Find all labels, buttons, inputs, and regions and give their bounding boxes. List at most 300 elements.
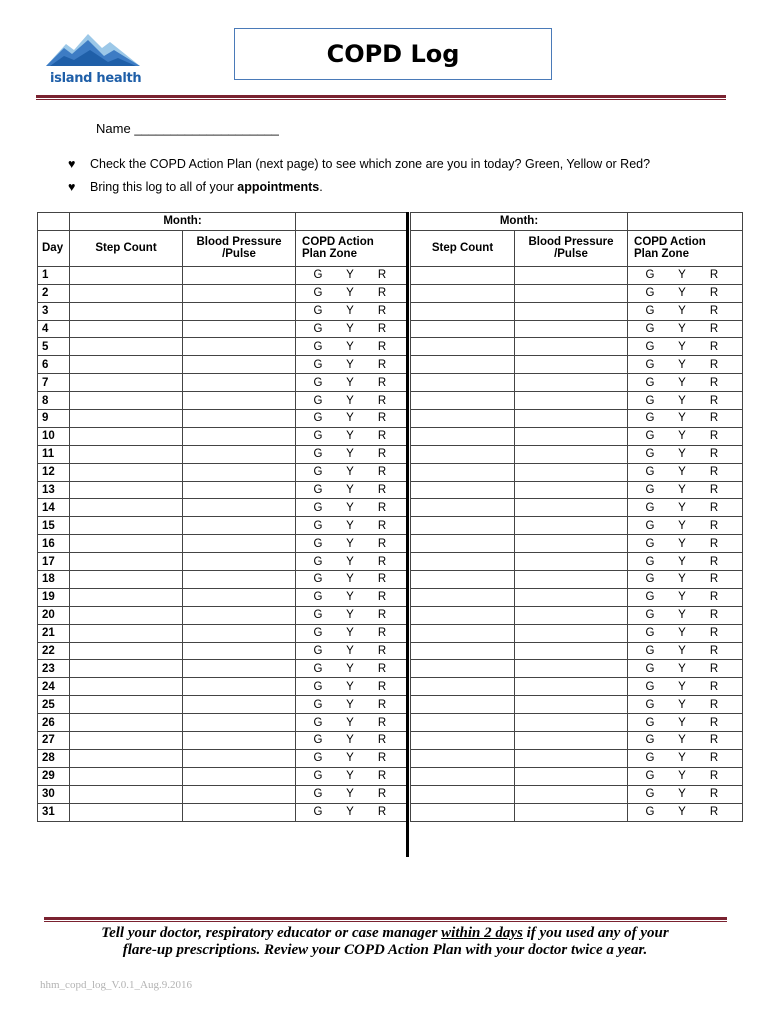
zone-option[interactable]: G — [645, 662, 655, 675]
step-count-cell[interactable] — [411, 732, 515, 750]
zone-cell[interactable] — [296, 427, 409, 445]
zone-option[interactable]: G — [645, 448, 655, 461]
step-count-cell[interactable] — [70, 785, 183, 803]
step-count-cell[interactable] — [411, 714, 515, 732]
zone-cell[interactable] — [628, 517, 743, 535]
step-count-cell[interactable] — [70, 749, 183, 767]
zone-option[interactable]: G — [313, 484, 323, 497]
step-count-cell[interactable] — [411, 678, 515, 696]
zone-cell[interactable] — [628, 606, 743, 624]
zone-option[interactable]: R — [377, 287, 387, 300]
zone-option[interactable]: Y — [678, 645, 686, 658]
zone-option[interactable]: Y — [346, 591, 354, 604]
zone-option[interactable]: Y — [678, 394, 686, 407]
step-count-cell[interactable] — [70, 517, 183, 535]
zone-option[interactable]: G — [313, 752, 323, 765]
bp-pulse-cell[interactable] — [515, 588, 628, 606]
zone-option[interactable]: G — [645, 519, 655, 532]
step-count-cell[interactable] — [70, 642, 183, 660]
zone-option[interactable]: R — [709, 519, 719, 532]
zone-option[interactable]: Y — [346, 716, 354, 729]
bp-pulse-cell[interactable] — [183, 481, 296, 499]
zone-cell[interactable] — [296, 732, 409, 750]
zone-cell[interactable] — [296, 696, 409, 714]
zone-cell[interactable] — [628, 499, 743, 517]
zone-option[interactable]: G — [645, 806, 655, 819]
zone-cell[interactable] — [628, 785, 743, 803]
zone-cell[interactable] — [296, 463, 409, 481]
bp-pulse-cell[interactable] — [515, 624, 628, 642]
step-count-cell[interactable] — [70, 463, 183, 481]
zone-cell[interactable] — [628, 302, 743, 320]
step-count-cell[interactable] — [411, 624, 515, 642]
zone-option[interactable]: Y — [678, 788, 686, 801]
zone-option[interactable]: Y — [346, 287, 354, 300]
zone-option[interactable]: G — [645, 484, 655, 497]
zone-cell[interactable] — [296, 535, 409, 553]
zone-option[interactable]: Y — [678, 627, 686, 640]
zone-option[interactable]: G — [645, 305, 655, 318]
zone-option[interactable]: R — [709, 752, 719, 765]
zone-cell[interactable] — [628, 553, 743, 571]
zone-option[interactable]: Y — [678, 662, 686, 675]
bp-pulse-cell[interactable] — [515, 356, 628, 374]
zone-option[interactable]: Y — [678, 448, 686, 461]
zone-option[interactable]: Y — [346, 609, 354, 622]
bp-pulse-cell[interactable] — [515, 642, 628, 660]
step-count-cell[interactable] — [411, 266, 515, 284]
zone-option[interactable]: Y — [346, 627, 354, 640]
bp-pulse-cell[interactable] — [183, 284, 296, 302]
zone-option[interactable]: G — [313, 519, 323, 532]
bp-pulse-cell[interactable] — [515, 320, 628, 338]
zone-option[interactable]: R — [709, 484, 719, 497]
zone-option[interactable]: R — [377, 591, 387, 604]
zone-option[interactable]: Y — [346, 537, 354, 550]
zone-option[interactable]: R — [377, 716, 387, 729]
zone-option[interactable]: R — [377, 305, 387, 318]
bp-pulse-cell[interactable] — [183, 678, 296, 696]
zone-option[interactable]: R — [709, 627, 719, 640]
zone-option[interactable]: Y — [346, 376, 354, 389]
zone-option[interactable]: R — [377, 376, 387, 389]
zone-option[interactable]: Y — [678, 484, 686, 497]
zone-option[interactable]: G — [645, 394, 655, 407]
zone-option[interactable]: R — [377, 662, 387, 675]
bp-pulse-cell[interactable] — [183, 714, 296, 732]
zone-option[interactable]: Y — [346, 323, 354, 335]
zone-option[interactable]: Y — [346, 573, 354, 586]
step-count-cell[interactable] — [70, 660, 183, 678]
zone-cell[interactable] — [628, 463, 743, 481]
zone-cell[interactable] — [628, 803, 743, 821]
zone-cell[interactable] — [628, 392, 743, 410]
zone-option[interactable]: R — [377, 340, 387, 353]
bp-pulse-cell[interactable] — [515, 284, 628, 302]
zone-option[interactable]: G — [645, 358, 655, 371]
step-count-cell[interactable] — [411, 696, 515, 714]
zone-option[interactable]: Y — [678, 609, 686, 622]
zone-option[interactable]: G — [645, 537, 655, 550]
zone-option[interactable]: G — [313, 269, 323, 282]
step-count-cell[interactable] — [70, 284, 183, 302]
zone-option[interactable]: G — [645, 466, 655, 479]
step-count-cell[interactable] — [411, 803, 515, 821]
zone-option[interactable]: R — [377, 537, 387, 550]
zone-option[interactable]: Y — [346, 680, 354, 693]
zone-option[interactable]: G — [313, 287, 323, 300]
zone-option[interactable]: Y — [346, 519, 354, 532]
zone-cell[interactable] — [628, 338, 743, 356]
step-count-cell[interactable] — [70, 392, 183, 410]
zone-option[interactable]: Y — [346, 770, 354, 783]
step-count-cell[interactable] — [70, 803, 183, 821]
zone-cell[interactable] — [296, 767, 409, 785]
step-count-cell[interactable] — [70, 696, 183, 714]
zone-option[interactable]: Y — [346, 806, 354, 819]
zone-option[interactable]: Y — [678, 752, 686, 765]
step-count-cell[interactable] — [70, 714, 183, 732]
bp-pulse-cell[interactable] — [183, 499, 296, 517]
zone-option[interactable]: G — [313, 698, 323, 711]
zone-option[interactable]: Y — [678, 698, 686, 711]
step-count-cell[interactable] — [70, 320, 183, 338]
zone-option[interactable]: Y — [678, 537, 686, 550]
zone-cell[interactable] — [296, 392, 409, 410]
zone-option[interactable]: R — [709, 466, 719, 479]
zone-option[interactable]: G — [313, 788, 323, 801]
zone-option[interactable]: R — [709, 376, 719, 389]
zone-option[interactable]: R — [709, 680, 719, 693]
bp-pulse-cell[interactable] — [183, 553, 296, 571]
zone-cell[interactable] — [628, 445, 743, 463]
zone-cell[interactable] — [628, 732, 743, 750]
zone-option[interactable]: R — [709, 287, 719, 300]
bp-pulse-cell[interactable] — [515, 732, 628, 750]
zone-cell[interactable] — [296, 749, 409, 767]
zone-cell[interactable] — [296, 517, 409, 535]
zone-cell[interactable] — [296, 803, 409, 821]
month-field[interactable]: Month: — [411, 213, 628, 231]
zone-option[interactable]: Y — [678, 501, 686, 514]
zone-option[interactable]: G — [645, 555, 655, 568]
zone-option[interactable]: R — [377, 484, 387, 497]
zone-option[interactable]: G — [645, 430, 655, 443]
step-count-cell[interactable] — [411, 445, 515, 463]
zone-option[interactable]: Y — [346, 645, 354, 658]
bp-pulse-cell[interactable] — [183, 624, 296, 642]
zone-option[interactable]: G — [313, 358, 323, 371]
bp-pulse-cell[interactable] — [183, 642, 296, 660]
zone-option[interactable]: R — [709, 430, 719, 443]
zone-option[interactable]: Y — [346, 734, 354, 747]
zone-option[interactable]: R — [709, 340, 719, 353]
zone-option[interactable]: Y — [678, 430, 686, 443]
step-count-cell[interactable] — [411, 499, 515, 517]
zone-option[interactable]: Y — [678, 716, 686, 729]
bp-pulse-cell[interactable] — [515, 445, 628, 463]
bp-pulse-cell[interactable] — [183, 410, 296, 428]
zone-option[interactable]: G — [313, 662, 323, 675]
step-count-cell[interactable] — [411, 463, 515, 481]
bp-pulse-cell[interactable] — [515, 374, 628, 392]
zone-cell[interactable] — [628, 749, 743, 767]
zone-option[interactable]: R — [377, 734, 387, 747]
step-count-cell[interactable] — [70, 588, 183, 606]
step-count-cell[interactable] — [70, 624, 183, 642]
bp-pulse-cell[interactable] — [515, 392, 628, 410]
bp-pulse-cell[interactable] — [515, 606, 628, 624]
step-count-cell[interactable] — [411, 427, 515, 445]
zone-option[interactable]: G — [313, 323, 323, 335]
step-count-cell[interactable] — [70, 499, 183, 517]
bp-pulse-cell[interactable] — [183, 803, 296, 821]
zone-cell[interactable] — [628, 374, 743, 392]
zone-option[interactable]: G — [645, 734, 655, 747]
step-count-cell[interactable] — [411, 588, 515, 606]
zone-option[interactable]: R — [377, 412, 387, 425]
zone-option[interactable]: R — [709, 501, 719, 514]
zone-option[interactable]: Y — [678, 269, 686, 282]
zone-option[interactable]: Y — [346, 448, 354, 461]
zone-option[interactable]: G — [645, 609, 655, 622]
zone-option[interactable]: R — [709, 573, 719, 586]
zone-option[interactable]: R — [709, 537, 719, 550]
zone-option[interactable]: G — [313, 734, 323, 747]
zone-option[interactable]: G — [313, 770, 323, 783]
bp-pulse-cell[interactable] — [183, 732, 296, 750]
zone-cell[interactable] — [296, 445, 409, 463]
zone-option[interactable]: R — [377, 770, 387, 783]
bp-pulse-cell[interactable] — [515, 481, 628, 499]
zone-option[interactable]: R — [377, 788, 387, 801]
name-field[interactable] — [96, 121, 279, 136]
zone-option[interactable]: Y — [678, 287, 686, 300]
zone-option[interactable]: G — [313, 466, 323, 479]
step-count-cell[interactable] — [70, 302, 183, 320]
step-count-cell[interactable] — [70, 427, 183, 445]
step-count-cell[interactable] — [70, 481, 183, 499]
bp-pulse-cell[interactable] — [515, 535, 628, 553]
zone-option[interactable]: G — [313, 680, 323, 693]
zone-option[interactable]: G — [645, 788, 655, 801]
zone-option[interactable]: G — [313, 537, 323, 550]
bp-pulse-cell[interactable] — [183, 392, 296, 410]
zone-cell[interactable] — [628, 588, 743, 606]
zone-option[interactable]: Y — [678, 680, 686, 693]
zone-cell[interactable] — [296, 785, 409, 803]
bp-pulse-cell[interactable] — [515, 463, 628, 481]
bp-pulse-cell[interactable] — [515, 499, 628, 517]
zone-option[interactable]: G — [313, 376, 323, 389]
zone-cell[interactable] — [628, 678, 743, 696]
zone-cell[interactable] — [296, 356, 409, 374]
bp-pulse-cell[interactable] — [183, 696, 296, 714]
bp-pulse-cell[interactable] — [515, 767, 628, 785]
zone-option[interactable]: Y — [346, 501, 354, 514]
step-count-cell[interactable] — [411, 517, 515, 535]
bp-pulse-cell[interactable] — [515, 660, 628, 678]
zone-option[interactable]: R — [377, 519, 387, 532]
zone-cell[interactable] — [628, 660, 743, 678]
zone-cell[interactable] — [296, 374, 409, 392]
zone-option[interactable]: R — [709, 770, 719, 783]
zone-option[interactable]: R — [709, 269, 719, 282]
zone-option[interactable]: Y — [678, 806, 686, 819]
zone-option[interactable]: G — [313, 430, 323, 443]
zone-cell[interactable] — [296, 499, 409, 517]
zone-cell[interactable] — [296, 624, 409, 642]
bp-pulse-cell[interactable] — [183, 427, 296, 445]
zone-option[interactable]: Y — [678, 770, 686, 783]
zone-option[interactable]: G — [645, 591, 655, 604]
zone-option[interactable]: G — [645, 269, 655, 282]
step-count-cell[interactable] — [70, 767, 183, 785]
zone-option[interactable]: G — [313, 555, 323, 568]
step-count-cell[interactable] — [411, 374, 515, 392]
zone-cell[interactable] — [628, 714, 743, 732]
zone-option[interactable]: G — [313, 591, 323, 604]
zone-option[interactable]: R — [709, 555, 719, 568]
step-count-cell[interactable] — [70, 732, 183, 750]
zone-option[interactable]: G — [313, 448, 323, 461]
step-count-cell[interactable] — [411, 660, 515, 678]
zone-option[interactable]: R — [709, 305, 719, 318]
zone-option[interactable]: R — [377, 448, 387, 461]
zone-option[interactable]: G — [645, 645, 655, 658]
bp-pulse-cell[interactable] — [183, 517, 296, 535]
zone-cell[interactable] — [628, 427, 743, 445]
zone-cell[interactable] — [628, 266, 743, 284]
zone-option[interactable]: R — [377, 466, 387, 479]
zone-option[interactable]: R — [709, 591, 719, 604]
zone-option[interactable]: R — [709, 394, 719, 407]
zone-option[interactable]: R — [709, 609, 719, 622]
zone-option[interactable]: Y — [346, 430, 354, 443]
zone-cell[interactable] — [628, 481, 743, 499]
zone-cell[interactable] — [628, 767, 743, 785]
step-count-cell[interactable] — [70, 535, 183, 553]
zone-option[interactable]: G — [645, 680, 655, 693]
bp-pulse-cell[interactable] — [515, 266, 628, 284]
step-count-cell[interactable] — [411, 320, 515, 338]
zone-option[interactable]: G — [645, 323, 655, 335]
bp-pulse-cell[interactable] — [515, 517, 628, 535]
bp-pulse-cell[interactable] — [515, 410, 628, 428]
zone-option[interactable]: Y — [346, 340, 354, 353]
bp-pulse-cell[interactable] — [515, 785, 628, 803]
bp-pulse-cell[interactable] — [183, 535, 296, 553]
zone-option[interactable]: R — [709, 412, 719, 425]
zone-cell[interactable] — [628, 535, 743, 553]
bp-pulse-cell[interactable] — [515, 571, 628, 589]
step-count-cell[interactable] — [70, 374, 183, 392]
bp-pulse-cell[interactable] — [515, 553, 628, 571]
zone-option[interactable]: R — [377, 609, 387, 622]
zone-option[interactable]: G — [645, 501, 655, 514]
step-count-cell[interactable] — [411, 284, 515, 302]
zone-option[interactable]: R — [709, 788, 719, 801]
step-count-cell[interactable] — [70, 571, 183, 589]
zone-option[interactable]: G — [645, 340, 655, 353]
zone-option[interactable]: Y — [346, 555, 354, 568]
zone-option[interactable]: R — [377, 573, 387, 586]
zone-option[interactable]: Y — [678, 323, 686, 335]
zone-option[interactable]: R — [709, 358, 719, 371]
zone-option[interactable]: R — [377, 323, 387, 335]
step-count-cell[interactable] — [411, 338, 515, 356]
zone-option[interactable]: R — [377, 698, 387, 711]
step-count-cell[interactable] — [411, 356, 515, 374]
step-count-cell[interactable] — [70, 553, 183, 571]
zone-option[interactable]: Y — [346, 394, 354, 407]
bp-pulse-cell[interactable] — [183, 374, 296, 392]
zone-cell[interactable] — [628, 320, 743, 338]
zone-cell[interactable] — [296, 302, 409, 320]
zone-option[interactable]: Y — [678, 734, 686, 747]
zone-option[interactable]: R — [709, 645, 719, 658]
zone-option[interactable]: Y — [678, 412, 686, 425]
zone-option[interactable]: Y — [346, 698, 354, 711]
zone-option[interactable]: Y — [346, 412, 354, 425]
zone-cell[interactable] — [628, 356, 743, 374]
bp-pulse-cell[interactable] — [515, 749, 628, 767]
step-count-cell[interactable] — [411, 392, 515, 410]
zone-option[interactable]: G — [313, 806, 323, 819]
zone-option[interactable]: Y — [678, 591, 686, 604]
step-count-cell[interactable] — [411, 410, 515, 428]
zone-option[interactable]: G — [645, 752, 655, 765]
zone-cell[interactable] — [628, 284, 743, 302]
zone-option[interactable]: R — [709, 698, 719, 711]
zone-cell[interactable] — [296, 714, 409, 732]
zone-option[interactable]: R — [377, 358, 387, 371]
zone-option[interactable]: R — [377, 501, 387, 514]
zone-option[interactable]: G — [645, 573, 655, 586]
zone-option[interactable]: G — [313, 716, 323, 729]
zone-option[interactable]: Y — [678, 305, 686, 318]
zone-option[interactable]: R — [377, 430, 387, 443]
zone-option[interactable]: G — [313, 412, 323, 425]
zone-option[interactable]: R — [709, 806, 719, 819]
zone-option[interactable]: Y — [346, 484, 354, 497]
zone-option[interactable]: G — [313, 609, 323, 622]
bp-pulse-cell[interactable] — [183, 463, 296, 481]
zone-cell[interactable] — [628, 696, 743, 714]
bp-pulse-cell[interactable] — [515, 678, 628, 696]
zone-option[interactable]: G — [645, 412, 655, 425]
zone-cell[interactable] — [296, 284, 409, 302]
bp-pulse-cell[interactable] — [183, 749, 296, 767]
zone-cell[interactable] — [628, 571, 743, 589]
zone-option[interactable]: R — [377, 555, 387, 568]
zone-option[interactable]: Y — [346, 752, 354, 765]
zone-option[interactable]: G — [645, 716, 655, 729]
bp-pulse-cell[interactable] — [183, 767, 296, 785]
zone-option[interactable]: R — [377, 645, 387, 658]
bp-pulse-cell[interactable] — [183, 588, 296, 606]
zone-cell[interactable] — [628, 410, 743, 428]
zone-option[interactable]: R — [377, 394, 387, 407]
zone-option[interactable]: Y — [346, 662, 354, 675]
bp-pulse-cell[interactable] — [183, 660, 296, 678]
zone-cell[interactable] — [296, 481, 409, 499]
zone-cell[interactable] — [628, 642, 743, 660]
step-count-cell[interactable] — [411, 535, 515, 553]
zone-option[interactable]: Y — [346, 466, 354, 479]
bp-pulse-cell[interactable] — [183, 356, 296, 374]
zone-cell[interactable] — [296, 320, 409, 338]
